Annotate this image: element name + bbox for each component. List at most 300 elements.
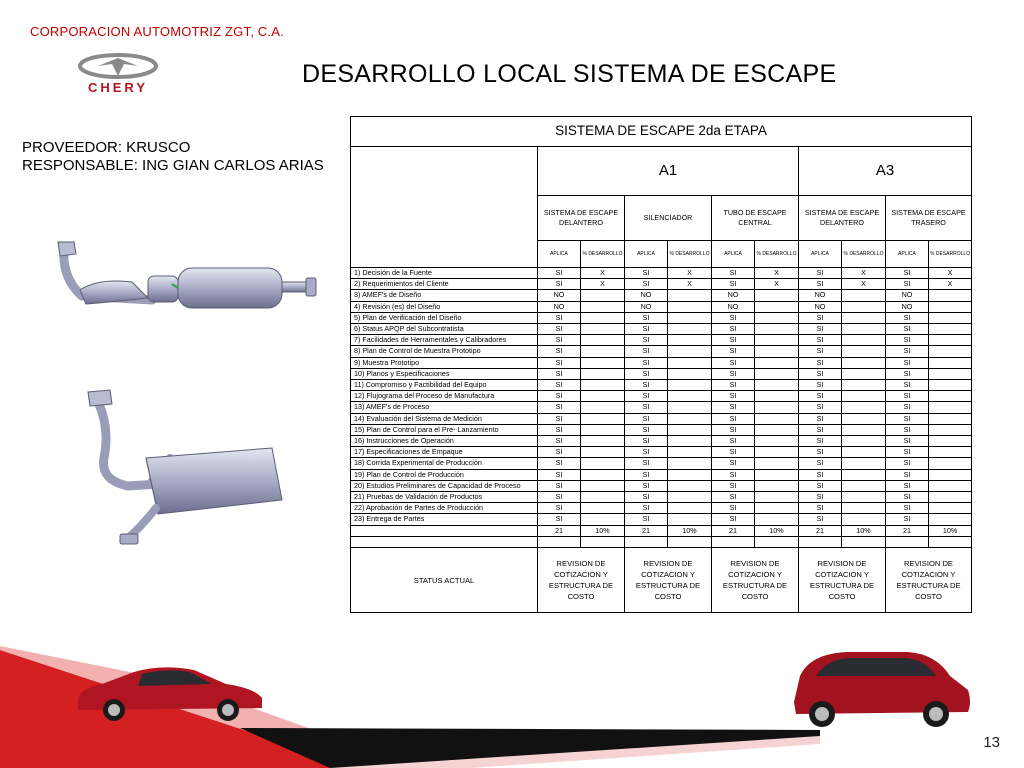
page-title: DESARROLLO LOCAL SISTEMA DE ESCAPE: [302, 60, 837, 88]
table-cell: NO: [799, 301, 842, 312]
table-cell: SI: [625, 268, 668, 279]
table-cell: [929, 335, 972, 346]
table-cell: SI: [625, 424, 668, 435]
col-header-aplica: APLICA: [886, 241, 929, 268]
table-cell: [668, 503, 712, 514]
table-cell: [755, 368, 799, 379]
table-cell: SI: [799, 279, 842, 290]
table-cell: [755, 290, 799, 301]
table-cell: [581, 357, 625, 368]
row-label: 19) Plan de Control de Producción: [351, 469, 538, 480]
component-header: SISTEMA DE ESCAPE DELANTERO: [538, 196, 625, 241]
responsible-line: RESPONSABLE: ING GIAN CARLOS ARIAS: [22, 157, 324, 174]
spacer-cell: [712, 536, 755, 547]
row-label: 8) Plan de Control de Muestra Prototipo: [351, 346, 538, 357]
table-cell: [929, 391, 972, 402]
table-cell: [842, 503, 886, 514]
table-cell: [581, 413, 625, 424]
table-row: [351, 380, 972, 391]
table-cell: SI: [712, 402, 755, 413]
table-row: [351, 324, 972, 335]
table-row: [351, 503, 972, 514]
table-cell: SI: [799, 335, 842, 346]
table-cell: [668, 413, 712, 424]
table-cell: X: [842, 279, 886, 290]
table-cell: SI: [625, 357, 668, 368]
table-cell: SI: [799, 447, 842, 458]
row-label: 22) Aprobación de Partes de Producción: [351, 503, 538, 514]
sedan-car-image: [72, 660, 268, 722]
component-header: TUBO DE ESCAPE CENTRAL: [712, 196, 799, 241]
table-cell: [842, 391, 886, 402]
table-cell: SI: [886, 447, 929, 458]
status-row: [351, 548, 972, 613]
col-header-desarrollo: % DESARROLLO: [755, 241, 799, 268]
status-value: REVISION DE COTIZACION Y ESTRUCTURA DE COSTO: [712, 548, 799, 613]
spacer-cell: [668, 536, 712, 547]
table-cell: [842, 301, 886, 312]
table-cell: SI: [538, 346, 581, 357]
table-cell: X: [755, 268, 799, 279]
spacer-cell: [929, 536, 972, 547]
row-label: 15) Plan de Control para el Pre- Lanzamiento: [351, 424, 538, 435]
table-cell: [668, 492, 712, 503]
table-cell: [668, 335, 712, 346]
table-cell: [842, 436, 886, 447]
table-cell: [755, 391, 799, 402]
totals-label-cell: [351, 525, 538, 536]
header-blank-cell: [351, 147, 538, 268]
table-cell: SI: [625, 346, 668, 357]
table-cell: SI: [712, 447, 755, 458]
row-label: 10) Planos y Especificaciones: [351, 368, 538, 379]
table-cell: SI: [625, 447, 668, 458]
table-cell: [755, 357, 799, 368]
table-cell: SI: [712, 436, 755, 447]
table-cell: NO: [799, 290, 842, 301]
table-cell: SI: [625, 312, 668, 323]
col-header-desarrollo: % DESARROLLO: [668, 241, 712, 268]
row-label: 20) Estudios Preliminares de Capacidad de Proceso: [351, 480, 538, 491]
table-cell: [581, 324, 625, 335]
table-cell: SI: [538, 268, 581, 279]
table-cell: SI: [886, 380, 929, 391]
table-row: [351, 469, 972, 480]
table-cell: SI: [712, 368, 755, 379]
table-cell: SI: [712, 492, 755, 503]
table-cell: [581, 301, 625, 312]
table-cell: [755, 469, 799, 480]
table-cell: NO: [625, 301, 668, 312]
table-cell: SI: [538, 424, 581, 435]
table-cell: SI: [538, 514, 581, 525]
spacer-row: [351, 536, 972, 547]
table-row: [351, 335, 972, 346]
table-cell: [842, 514, 886, 525]
table-cell: [842, 413, 886, 424]
spacer-cell: [581, 536, 625, 547]
row-label: 1) Decisión de la Fuente: [351, 268, 538, 279]
table-cell: NO: [886, 290, 929, 301]
row-label: 9) Muestra Prototipo: [351, 357, 538, 368]
table-cell: NO: [538, 301, 581, 312]
table-cell: SI: [799, 424, 842, 435]
table-cell: [668, 514, 712, 525]
table-cell: [755, 301, 799, 312]
table-cell: SI: [886, 514, 929, 525]
component-header: SISTEMA DE ESCAPE TRASERO: [886, 196, 972, 241]
table-row: [351, 312, 972, 323]
table-cell: [929, 480, 972, 491]
table-cell: SI: [886, 503, 929, 514]
table-cell: SI: [799, 480, 842, 491]
row-label: 6) Status APQP del Subcontratista: [351, 324, 538, 335]
table-row: [351, 436, 972, 447]
table-row: [351, 368, 972, 379]
table-cell: SI: [886, 424, 929, 435]
table-cell: [755, 312, 799, 323]
table-cell: [842, 458, 886, 469]
table-cell: [755, 413, 799, 424]
table-cell: SI: [538, 413, 581, 424]
component-header: SISTEMA DE ESCAPE DELANTERO: [799, 196, 886, 241]
col-header-aplica: APLICA: [712, 241, 755, 268]
table-cell: SI: [538, 279, 581, 290]
table-cell: SI: [886, 268, 929, 279]
table-cell: [755, 380, 799, 391]
table-cell: [668, 391, 712, 402]
table-cell: SI: [538, 368, 581, 379]
total-cell: 21: [886, 525, 929, 536]
table-cell: [755, 424, 799, 435]
table-cell: [755, 436, 799, 447]
table-cell: SI: [625, 480, 668, 491]
table-cell: [842, 424, 886, 435]
col-header-desarrollo: % DESARROLLO: [929, 241, 972, 268]
table-cell: [929, 458, 972, 469]
table-cell: SI: [625, 503, 668, 514]
table-cell: SI: [799, 402, 842, 413]
row-label: 4) Revisión (es) del Diseño: [351, 301, 538, 312]
table-cell: SI: [538, 380, 581, 391]
table-cell: SI: [886, 413, 929, 424]
table-row: [351, 424, 972, 435]
spacer-cell: [351, 536, 538, 547]
muffler-image: [80, 388, 290, 548]
table-cell: SI: [712, 279, 755, 290]
table-cell: SI: [625, 380, 668, 391]
table-cell: [581, 447, 625, 458]
table-cell: [842, 335, 886, 346]
table-cell: SI: [712, 346, 755, 357]
col-header-desarrollo: % DESARROLLO: [581, 241, 625, 268]
table-cell: SI: [538, 402, 581, 413]
table-cell: [842, 357, 886, 368]
table-cell: [929, 413, 972, 424]
table-cell: [929, 290, 972, 301]
logo-text: CHERY: [87, 80, 149, 95]
table-cell: SI: [799, 436, 842, 447]
table-cell: X: [581, 268, 625, 279]
row-label: 21) Pruebas de Validación de Productos: [351, 492, 538, 503]
total-cell: 10%: [929, 525, 972, 536]
escape-system-table: [350, 116, 972, 613]
table-cell: [581, 380, 625, 391]
table-cell: X: [929, 268, 972, 279]
table-cell: SI: [625, 458, 668, 469]
table-cell: [668, 290, 712, 301]
table-cell: SI: [538, 391, 581, 402]
table-cell: [755, 324, 799, 335]
table-cell: SI: [886, 436, 929, 447]
table-cell: [668, 480, 712, 491]
table-cell: [842, 402, 886, 413]
table-cell: [929, 380, 972, 391]
table-cell: SI: [712, 469, 755, 480]
table-cell: [929, 514, 972, 525]
table-cell: [842, 324, 886, 335]
table-cell: SI: [538, 492, 581, 503]
table-cell: SI: [712, 324, 755, 335]
table-cell: [668, 357, 712, 368]
table-cell: SI: [799, 368, 842, 379]
table-cell: [929, 469, 972, 480]
table-cell: [755, 346, 799, 357]
table-cell: SI: [538, 480, 581, 491]
row-label: 2) Requerimientos del Cliente: [351, 279, 538, 290]
table-cell: SI: [538, 324, 581, 335]
table-cell: [929, 447, 972, 458]
table-cell: [581, 402, 625, 413]
table-cell: [581, 346, 625, 357]
table-cell: [755, 480, 799, 491]
row-label: 14) Evaluación del Sistema de Medición: [351, 413, 538, 424]
table-cell: [668, 368, 712, 379]
table-cell: SI: [625, 324, 668, 335]
table-cell: [668, 312, 712, 323]
table-row: [351, 447, 972, 458]
table-cell: SI: [712, 424, 755, 435]
table-cell: NO: [886, 301, 929, 312]
component-header: SILENCIADOR: [625, 196, 712, 241]
table-cell: SI: [886, 492, 929, 503]
table-cell: [842, 290, 886, 301]
table-row: [351, 492, 972, 503]
table-cell: [842, 492, 886, 503]
table-cell: SI: [712, 458, 755, 469]
table-cell: [929, 402, 972, 413]
table-cell: [668, 447, 712, 458]
table-cell: [581, 312, 625, 323]
table-cell: SI: [712, 503, 755, 514]
col-header-aplica: APLICA: [538, 241, 581, 268]
table-row: [351, 480, 972, 491]
table-cell: [755, 447, 799, 458]
table-cell: SI: [886, 279, 929, 290]
spacer-cell: [625, 536, 668, 547]
col-header-desarrollo: % DESARROLLO: [842, 241, 886, 268]
table-cell: NO: [712, 301, 755, 312]
totals-row: [351, 525, 972, 536]
hatchback-car-image: [786, 646, 974, 728]
table-cell: SI: [799, 324, 842, 335]
row-label: 18) Corrida Experimental de Producción: [351, 458, 538, 469]
table-cell: SI: [886, 368, 929, 379]
page-number: 13: [983, 734, 1000, 751]
table-cell: X: [755, 279, 799, 290]
table-row: [351, 402, 972, 413]
table-cell: [668, 380, 712, 391]
row-label: 17) Especificaciones de Empaque: [351, 447, 538, 458]
table-cell: X: [668, 268, 712, 279]
table-cell: [755, 402, 799, 413]
front-exhaust-image: [52, 238, 324, 332]
table-cell: SI: [799, 514, 842, 525]
table-title: SISTEMA DE ESCAPE 2da ETAPA: [351, 117, 972, 147]
table-cell: [581, 290, 625, 301]
table-cell: SI: [625, 413, 668, 424]
table-cell: X: [581, 279, 625, 290]
table-cell: SI: [799, 492, 842, 503]
table-row: [351, 346, 972, 357]
total-cell: 21: [799, 525, 842, 536]
table-cell: SI: [625, 492, 668, 503]
table-cell: [581, 436, 625, 447]
escape-table-container: [350, 116, 971, 626]
table-cell: SI: [538, 357, 581, 368]
table-cell: SI: [712, 514, 755, 525]
table-cell: [929, 368, 972, 379]
table-cell: [668, 301, 712, 312]
col-header-aplica: APLICA: [799, 241, 842, 268]
table-cell: SI: [712, 335, 755, 346]
table-row: [351, 458, 972, 469]
table-cell: SI: [712, 357, 755, 368]
table-cell: SI: [886, 346, 929, 357]
table-cell: [929, 424, 972, 435]
table-row: [351, 279, 972, 290]
table-cell: [581, 391, 625, 402]
table-cell: SI: [712, 380, 755, 391]
table-cell: [929, 357, 972, 368]
table-cell: [842, 312, 886, 323]
table-cell: SI: [799, 413, 842, 424]
table-cell: SI: [538, 436, 581, 447]
table-cell: [755, 492, 799, 503]
table-cell: SI: [712, 391, 755, 402]
table-cell: SI: [538, 503, 581, 514]
row-label: 5) Plan de Verificación del Diseño: [351, 312, 538, 323]
table-cell: SI: [886, 335, 929, 346]
table-cell: SI: [799, 391, 842, 402]
total-cell: 21: [712, 525, 755, 536]
col-header-aplica: APLICA: [625, 241, 668, 268]
supplier-line: PROVEEDOR: KRUSCO: [22, 139, 191, 156]
table-cell: NO: [625, 290, 668, 301]
total-cell: 21: [538, 525, 581, 536]
table-cell: [755, 458, 799, 469]
table-cell: SI: [886, 324, 929, 335]
table-cell: SI: [886, 391, 929, 402]
table-cell: SI: [538, 458, 581, 469]
row-label: 13) AMEF's de Proceso: [351, 402, 538, 413]
chery-logo: [68, 52, 168, 96]
supplier-info: [22, 139, 324, 175]
table-cell: [581, 469, 625, 480]
table-cell: [842, 447, 886, 458]
table-cell: [929, 324, 972, 335]
spacer-cell: [755, 536, 799, 547]
table-cell: [842, 380, 886, 391]
table-cell: SI: [886, 480, 929, 491]
table-cell: SI: [625, 335, 668, 346]
table-cell: SI: [712, 480, 755, 491]
table-cell: [668, 436, 712, 447]
table-cell: [755, 335, 799, 346]
status-label: STATUS ACTUAL: [351, 548, 538, 613]
table-cell: SI: [625, 469, 668, 480]
status-value: REVISION DE COTIZACION Y ESTRUCTURA DE COSTO: [799, 548, 886, 613]
row-label: 3) AMEF's de Diseño: [351, 290, 538, 301]
table-cell: SI: [799, 357, 842, 368]
table-cell: [755, 514, 799, 525]
table-cell: [581, 503, 625, 514]
table-cell: NO: [538, 290, 581, 301]
table-cell: SI: [538, 469, 581, 480]
table-cell: X: [842, 268, 886, 279]
status-value: REVISION DE COTIZACION Y ESTRUCTURA DE COSTO: [625, 548, 712, 613]
table-row: [351, 301, 972, 312]
table-cell: SI: [538, 447, 581, 458]
table-cell: SI: [712, 312, 755, 323]
table-cell: SI: [799, 469, 842, 480]
table-cell: SI: [799, 458, 842, 469]
row-label: 16) Instrucciones de Operación: [351, 436, 538, 447]
table-cell: [581, 424, 625, 435]
table-cell: [581, 335, 625, 346]
table-cell: SI: [799, 380, 842, 391]
table-cell: [668, 346, 712, 357]
group-header-a3: A3: [799, 147, 972, 196]
table-cell: [581, 514, 625, 525]
table-cell: [668, 402, 712, 413]
table-cell: SI: [799, 268, 842, 279]
row-label: 23) Entrega de Partes: [351, 514, 538, 525]
table-cell: [581, 480, 625, 491]
table-cell: SI: [625, 391, 668, 402]
table-cell: [842, 368, 886, 379]
company-name: CORPORACION AUTOMOTRIZ ZGT, C.A.: [30, 24, 284, 39]
table-cell: NO: [712, 290, 755, 301]
table-cell: SI: [886, 357, 929, 368]
table-cell: [668, 324, 712, 335]
table-cell: [668, 458, 712, 469]
total-cell: 10%: [755, 525, 799, 536]
row-label: 12) Flujograma del Proceso de Manufactura: [351, 391, 538, 402]
table-cell: [929, 503, 972, 514]
table-cell: SI: [799, 312, 842, 323]
table-cell: [668, 424, 712, 435]
table-cell: SI: [712, 413, 755, 424]
table-cell: X: [929, 279, 972, 290]
total-cell: 10%: [581, 525, 625, 536]
table-row: [351, 391, 972, 402]
table-cell: [929, 346, 972, 357]
table-cell: [581, 492, 625, 503]
table-cell: [929, 436, 972, 447]
table-row: [351, 514, 972, 525]
table-cell: [929, 301, 972, 312]
